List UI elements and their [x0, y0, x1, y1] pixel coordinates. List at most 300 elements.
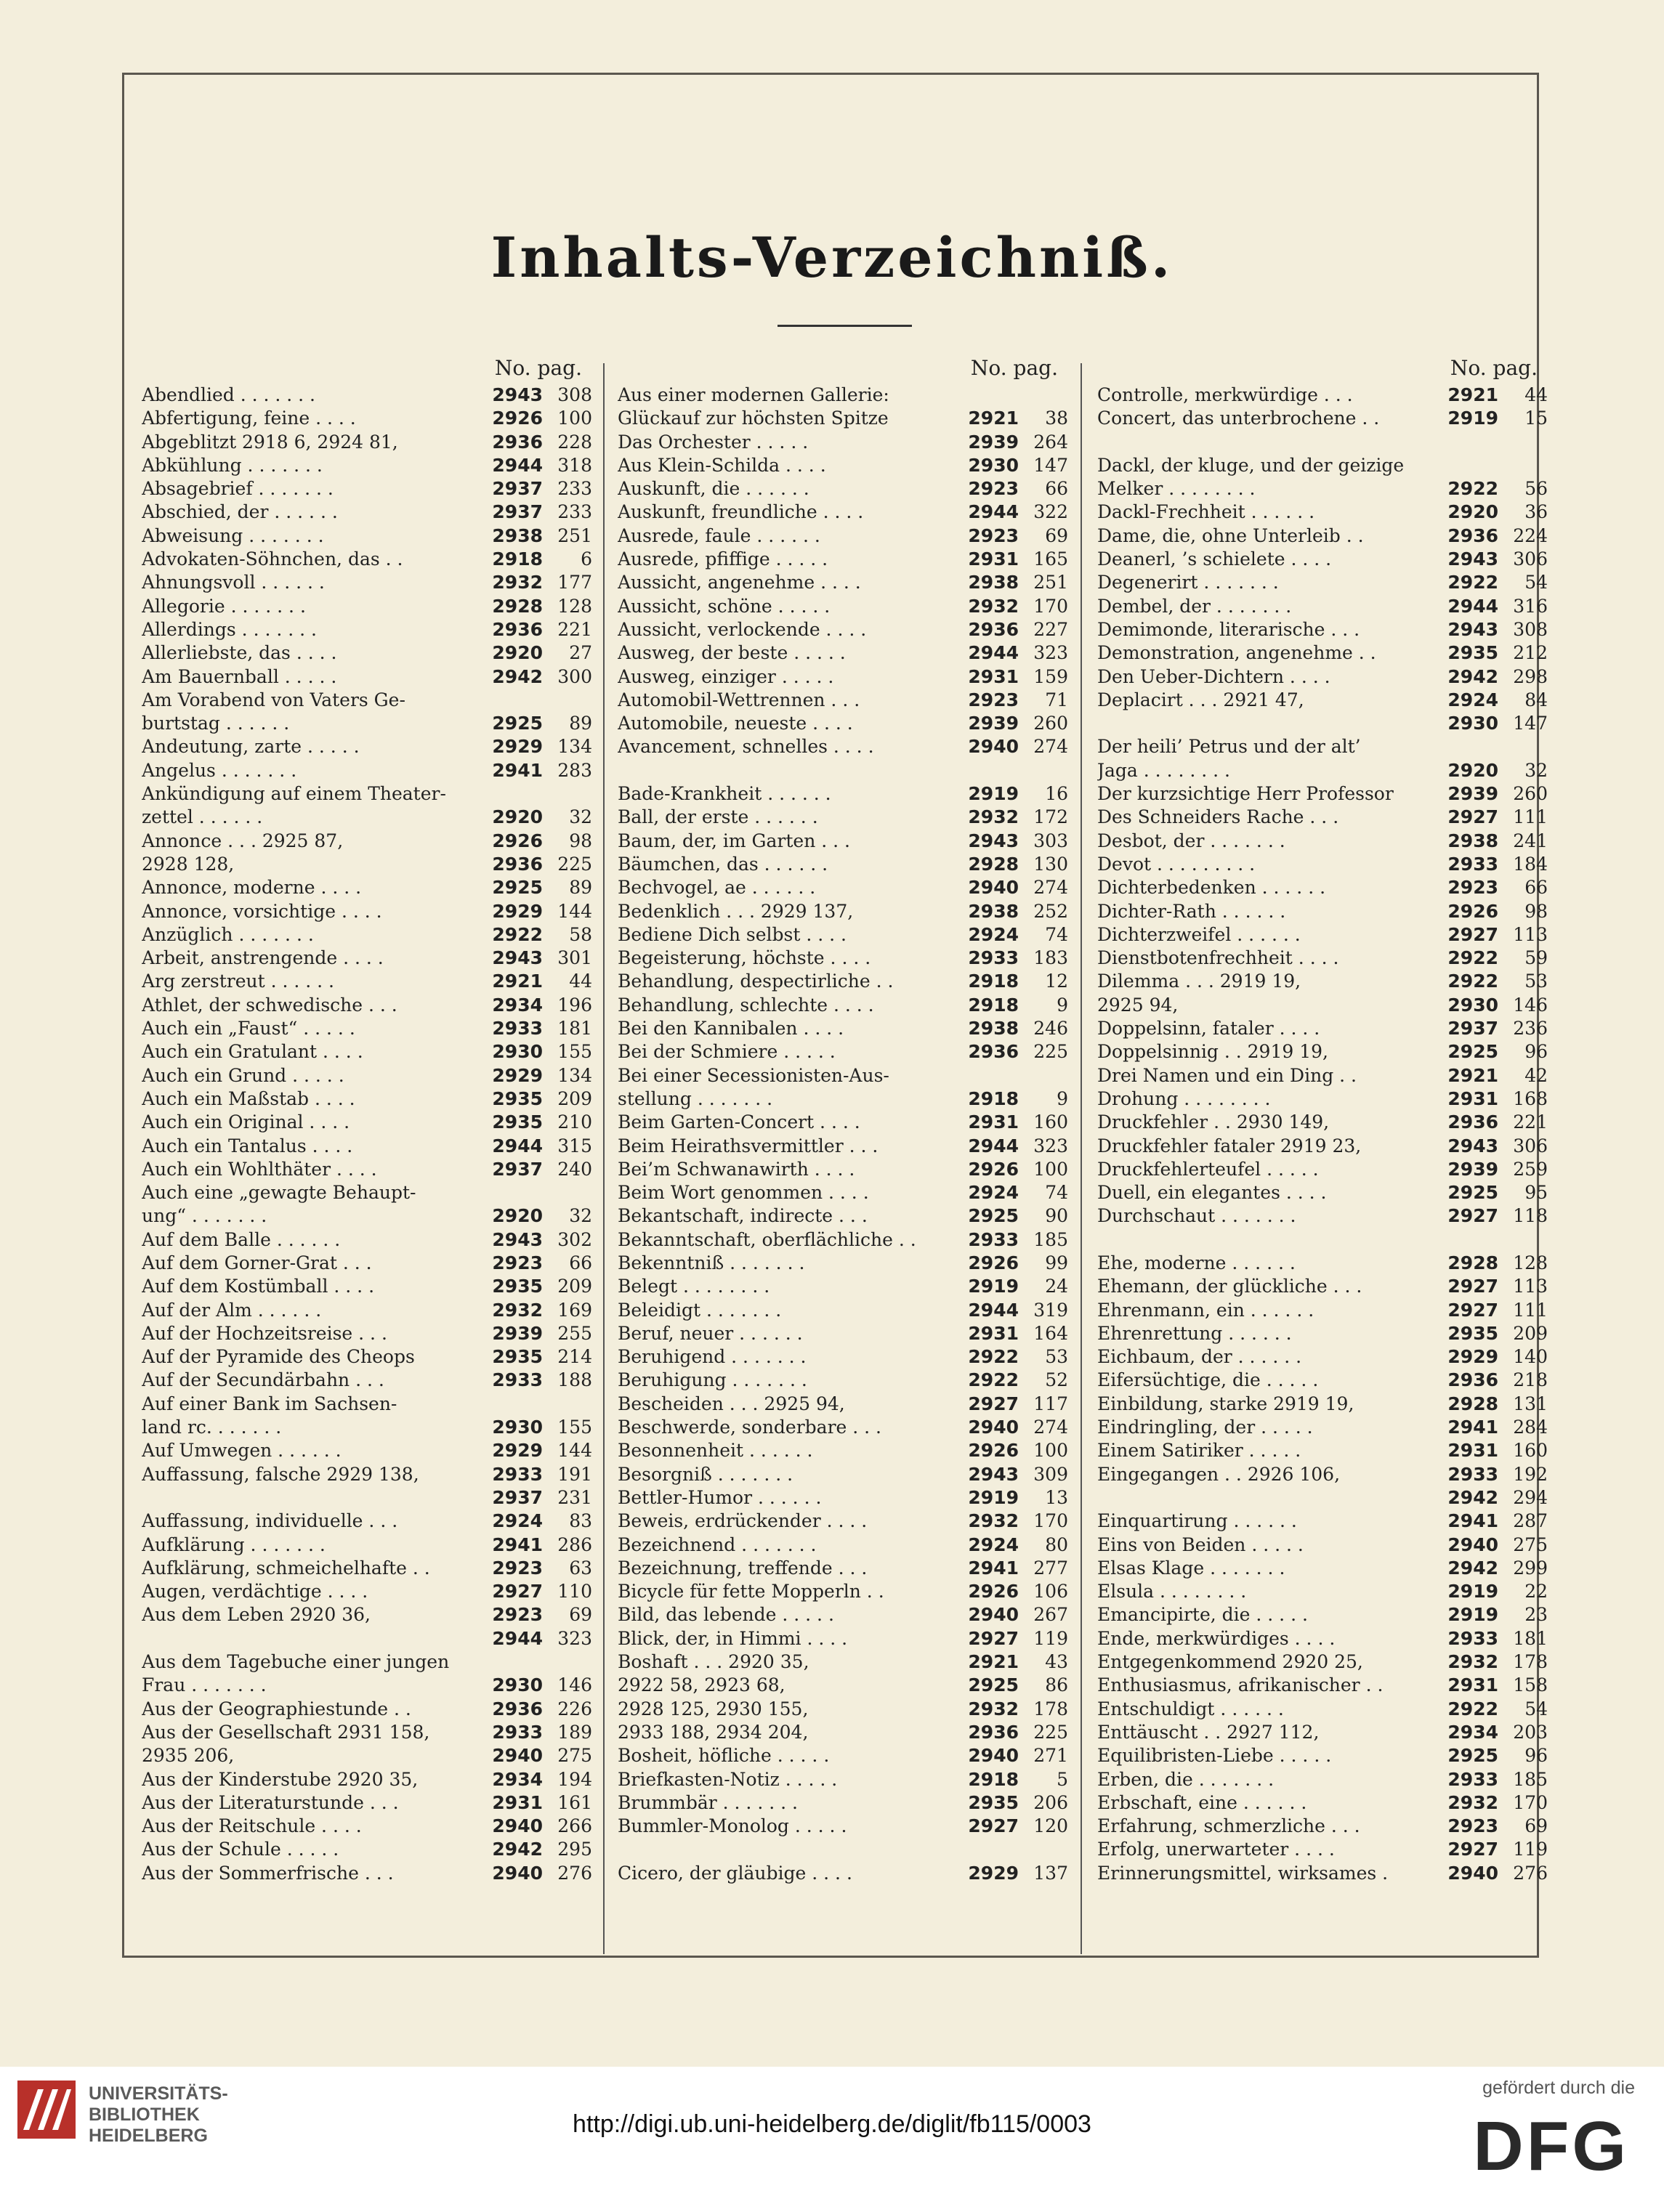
issue-number: 2928: [1447, 1393, 1498, 1414]
page-number: 224: [1513, 524, 1548, 546]
page-number: 74: [1045, 923, 1068, 945]
page-number: 66: [569, 1252, 592, 1273]
entry-title: ung“ . . . . . . .: [142, 1205, 267, 1227]
index-entry: [1097, 1064, 1548, 1087]
issue-number: 2936: [1447, 1369, 1498, 1391]
page-number: 178: [1033, 1698, 1068, 1719]
index-entry: [1097, 1510, 1548, 1533]
entry-title: Behandlung, despectirliche . .: [618, 971, 894, 992]
entry-title: Devot . . . . . . . . .: [1097, 853, 1256, 875]
page-number: 169: [557, 1299, 592, 1321]
issue-number: 2923: [492, 1557, 543, 1579]
index-entry: [142, 782, 592, 806]
index-entry: [1097, 1838, 1548, 1861]
index-entry: [142, 1181, 592, 1204]
index-entry: [618, 1650, 1068, 1674]
issue-number: 2918: [968, 994, 1019, 1016]
index-entry: [1097, 1369, 1548, 1392]
entry-title: Glückauf zur höchsten Spitze: [618, 408, 889, 429]
entry-title: Bescheiden . . . 2925 94,: [618, 1393, 845, 1414]
index-entry: [1097, 548, 1548, 571]
issue-number: 2935: [492, 1276, 543, 1297]
issue-number: 2942: [1447, 1486, 1498, 1508]
issue-number: 2936: [492, 431, 543, 453]
index-entry: [1097, 1744, 1548, 1767]
entry-title: Duell, ein elegantes . . . .: [1097, 1182, 1327, 1204]
issue-number: 2935: [1447, 642, 1498, 664]
issue-number: 2942: [492, 665, 543, 687]
entry-title: Der kurzsichtige Herr Professor: [1097, 783, 1394, 805]
entry-title: Ausweg, der beste . . . . .: [618, 642, 846, 664]
page-number: 130: [1033, 853, 1068, 875]
entry-title: Desbot, der . . . . . . .: [1097, 830, 1285, 851]
page-number: 221: [557, 618, 592, 640]
page-number: 96: [1524, 1745, 1548, 1767]
index-entry: [618, 806, 1068, 829]
index-entry: [142, 1416, 592, 1439]
entry-title: Erbschaft, eine . . . . . .: [1097, 1791, 1307, 1813]
issue-number: 2919: [1447, 1581, 1498, 1603]
issue-number: 2942: [1447, 1557, 1498, 1579]
index-entry: [1097, 853, 1548, 876]
index-entry: [1097, 384, 1548, 407]
page-number: 241: [1513, 830, 1548, 851]
viewer-footer: [0, 2067, 1664, 2212]
entry-title: Andeutung, zarte . . . . .: [142, 736, 360, 758]
index-entry: [618, 665, 1068, 689]
entry-title: Der heili’ Petrus und der alt’: [1097, 736, 1361, 758]
entry-title: Dichter-Rath . . . . . .: [1097, 900, 1286, 922]
index-entry: [142, 665, 592, 689]
index-entry: [618, 994, 1068, 1017]
entry-title: Allegorie . . . . . . .: [142, 595, 306, 617]
entry-title: Ehrenmann, ein . . . . . .: [1097, 1299, 1314, 1321]
page-number: 83: [569, 1510, 592, 1532]
issue-number: 2922: [1447, 971, 1498, 992]
index-entry: [618, 524, 1068, 548]
entry-title: Bedenklich . . . 2929 137,: [618, 900, 854, 922]
entry-title: Dienstbotenfrechheit . . . .: [1097, 947, 1339, 969]
entry-title: Aus Klein-Schilda . . . .: [618, 454, 826, 476]
entry-title: Beruhigung . . . . . . .: [618, 1369, 807, 1391]
issue-number: 2935: [1447, 1322, 1498, 1344]
entry-title: Jaga . . . . . . . .: [1097, 759, 1230, 781]
index-entry: [142, 1158, 592, 1181]
entry-title: Auf einer Bank im Sachsen-: [142, 1393, 397, 1414]
issue-number: 2924: [492, 1510, 543, 1532]
page-number: 323: [1033, 1135, 1068, 1156]
issue-number: 2920: [492, 642, 543, 664]
index-entry: [618, 1721, 1068, 1744]
index-entry: [618, 431, 1068, 454]
issue-number: 2934: [492, 994, 543, 1016]
index-entry: [1097, 1017, 1548, 1040]
page-number: 298: [1513, 665, 1548, 687]
issue-number: 2918: [968, 1768, 1019, 1790]
entry-title: Ehe, moderne . . . . . .: [1097, 1252, 1296, 1273]
page-number: 54: [1524, 1698, 1548, 1719]
entry-title: Auch ein Original . . . .: [142, 1111, 350, 1133]
issue-number: 2925: [492, 877, 543, 899]
issue-number: 2925: [968, 1205, 1019, 1227]
issue-number: 2927: [968, 1393, 1019, 1414]
index-column-2: [618, 356, 1068, 1885]
index-entry: [618, 689, 1068, 712]
index-entry: [1097, 1345, 1548, 1369]
issue-number: 2937: [492, 1486, 543, 1508]
entry-title: Absagebrief . . . . . . .: [142, 478, 334, 500]
index-entry: [1097, 1299, 1548, 1322]
index-entry: [618, 830, 1068, 853]
page-number: 284: [1513, 1417, 1548, 1438]
page-number: 158: [1513, 1674, 1548, 1696]
index-entry: [142, 1463, 592, 1486]
index-entry: [1097, 1416, 1548, 1439]
page-number: 69: [569, 1604, 592, 1626]
entry-title: Bezeichnung, treffende . . .: [618, 1557, 868, 1579]
page-number: 189: [557, 1721, 592, 1743]
entry-title: Ausrede, faule . . . . . .: [618, 524, 820, 546]
issue-number: 2930: [1447, 994, 1498, 1016]
index-entry: [1097, 1204, 1548, 1228]
index-entry: [618, 454, 1068, 477]
page-number: 164: [1033, 1322, 1068, 1344]
issue-number: 2928: [968, 853, 1019, 875]
index-entry: [618, 1135, 1068, 1158]
index-entry: [1097, 431, 1548, 454]
index-entry: [142, 1674, 592, 1697]
entry-title: Einquartirung . . . . . .: [1097, 1510, 1297, 1532]
entry-title: Demimonde, literarische . . .: [1097, 618, 1360, 640]
page-number: 252: [1033, 900, 1068, 922]
index-entry: [618, 1040, 1068, 1064]
issue-number: 2926: [1447, 900, 1498, 922]
issue-number: 2931: [968, 548, 1019, 570]
page-number: 274: [1033, 1417, 1068, 1438]
page-number: 178: [1513, 1651, 1548, 1673]
page-number: 106: [1033, 1581, 1068, 1603]
index-entry: [618, 1744, 1068, 1767]
index-entry: [1097, 830, 1548, 853]
index-entry: [618, 1299, 1068, 1322]
page-number: 95: [1524, 1182, 1548, 1204]
issue-number: 2929: [492, 736, 543, 758]
issue-number: 2924: [968, 1182, 1019, 1204]
entry-title: Bei der Schmiere . . . . .: [618, 1041, 836, 1063]
index-entry: [618, 1322, 1068, 1345]
page-number: 306: [1513, 1135, 1548, 1156]
issue-number: 2940: [1447, 1862, 1498, 1884]
index-entry: [1097, 641, 1548, 665]
index-entry: [142, 1815, 592, 1838]
issue-number: 2944: [492, 1135, 543, 1156]
index-entry: [618, 735, 1068, 758]
entry-title: Bäumchen, das . . . . . .: [618, 853, 828, 875]
entry-title: Briefkasten-Notiz . . . . .: [618, 1768, 838, 1790]
entry-title: Bei einer Secessionisten-Aus-: [618, 1064, 889, 1086]
entry-title: Dichterzweifel . . . . . .: [1097, 923, 1301, 945]
page-number: 294: [1513, 1486, 1548, 1508]
index-entry: [618, 1111, 1068, 1134]
issue-number: 2941: [492, 759, 543, 781]
issue-number: 2930: [492, 1041, 543, 1063]
issue-number: 2931: [968, 665, 1019, 687]
issue-number: 2927: [1447, 806, 1498, 828]
entry-title: Advokaten-Söhnchen, das . .: [142, 548, 403, 570]
index-entry: [142, 1017, 592, 1040]
issue-number: 2926: [968, 1581, 1019, 1603]
page-number: 170: [1513, 1791, 1548, 1813]
page-number: 16: [1045, 783, 1068, 805]
issue-number: 2938: [1447, 830, 1498, 851]
entry-title: Emancipirte, die . . . . .: [1097, 1604, 1308, 1626]
entry-title: Erfolg, unerwarteter . . . .: [1097, 1839, 1335, 1860]
page-number: 210: [557, 1111, 592, 1133]
issue-number: 2929: [1447, 1346, 1498, 1368]
index-entry: [1097, 1087, 1548, 1111]
entry-title: Bettler-Humor . . . . . .: [618, 1486, 822, 1508]
entry-title: Erinnerungsmittel, wirksames .: [1097, 1862, 1389, 1884]
index-entry: [1097, 1181, 1548, 1204]
issue-number: 2939: [968, 431, 1019, 453]
index-entry: [618, 1463, 1068, 1486]
issue-number: 2933: [968, 947, 1019, 969]
page-number: 89: [569, 877, 592, 899]
issue-number: 2921: [1447, 1064, 1498, 1086]
column-header: No. pag.: [494, 356, 582, 380]
page-number: 226: [557, 1698, 592, 1719]
issue-number: 2941: [492, 1534, 543, 1555]
entry-title: Bade-Krankheit . . . . . .: [618, 783, 831, 805]
issue-number: 2920: [1447, 501, 1498, 523]
permalink-url[interactable]: http://digi.ub.uni-heidelberg.de/diglit/fb115/0003: [573, 2110, 1091, 2138]
index-entry: [1097, 735, 1548, 758]
issue-number: 2938: [968, 572, 1019, 593]
page-number: 295: [557, 1839, 592, 1860]
page-number: 302: [557, 1228, 592, 1250]
entry-title: Automobile, neueste . . . .: [618, 713, 853, 734]
entry-title: Bild, das lebende . . . . .: [618, 1604, 834, 1626]
index-entry: [1097, 1534, 1548, 1557]
index-entry: [142, 1322, 592, 1345]
page-number: 71: [1045, 689, 1068, 710]
index-entry: [1097, 689, 1548, 712]
index-entry: [618, 477, 1068, 501]
page-number: 69: [1045, 524, 1068, 546]
page-number: 137: [1033, 1862, 1068, 1884]
page-number: 221: [1513, 1111, 1548, 1133]
page-number: 32: [569, 1205, 592, 1227]
index-entry: [142, 947, 592, 970]
index-entry: [142, 641, 592, 665]
index-entry: [142, 1580, 592, 1603]
issue-number: 2930: [1447, 713, 1498, 734]
page-number: 323: [1033, 642, 1068, 664]
page-number: 90: [1045, 1205, 1068, 1227]
entry-title: Auskunft, freundliche . . . .: [618, 501, 864, 523]
entry-title: Bei den Kannibalen . . . .: [618, 1018, 844, 1040]
issue-number: 2941: [1447, 1510, 1498, 1532]
page-number: 319: [1033, 1299, 1068, 1321]
issue-number: 2920: [492, 806, 543, 828]
entry-title: Equilibristen-Liebe . . . . .: [1097, 1745, 1332, 1767]
entry-title: Auch ein Gratulant . . . .: [142, 1041, 363, 1063]
page-number: 110: [557, 1581, 592, 1603]
entry-title: Eingegangen . . 2926 106,: [1097, 1463, 1341, 1485]
page-number: 74: [1045, 1182, 1068, 1204]
page-number: 299: [1513, 1557, 1548, 1579]
entry-title: Auf der Pyramide des Cheops: [142, 1346, 415, 1368]
issue-number: 2927: [1447, 1839, 1498, 1860]
index-entry: [142, 1721, 592, 1744]
entry-title: Demonstration, angenehme . .: [1097, 642, 1376, 664]
issue-number: 2923: [968, 689, 1019, 710]
entry-title: Automobil-Wettrennen . . .: [618, 689, 860, 710]
page-number: 260: [1513, 783, 1548, 805]
page-number: 303: [1033, 830, 1068, 851]
page-number: 209: [1513, 1322, 1548, 1344]
index-entry: [1097, 1862, 1548, 1885]
issue-number: 2943: [1447, 618, 1498, 640]
entry-title: Melker . . . . . . . .: [1097, 478, 1256, 500]
index-entry: [618, 853, 1068, 876]
page-number: 15: [1524, 408, 1548, 429]
index-entry: [618, 1698, 1068, 1721]
page-number: 259: [1513, 1158, 1548, 1180]
page-number: 287: [1513, 1510, 1548, 1532]
page-number: 266: [557, 1815, 592, 1837]
issue-number: 2929: [492, 1440, 543, 1462]
issue-number: 2924: [968, 923, 1019, 945]
page-number: 203: [1513, 1721, 1548, 1743]
issue-number: 2936: [968, 1721, 1019, 1743]
index-entry: [142, 595, 592, 618]
issue-number: 2937: [492, 501, 543, 523]
page-number: 185: [1513, 1768, 1548, 1790]
index-entry: [618, 1416, 1068, 1439]
issue-number: 2927: [1447, 1276, 1498, 1297]
index-entry: [142, 900, 592, 923]
page-number: 96: [1524, 1041, 1548, 1063]
page-number: 194: [557, 1768, 592, 1790]
entry-title: Ankündigung auf einem Theater-: [142, 783, 446, 805]
entry-title: Den Ueber-Dichtern . . . .: [1097, 665, 1330, 687]
entry-title: Frau . . . . . . .: [142, 1674, 267, 1696]
issue-number: 2933: [1447, 1627, 1498, 1649]
page-number: 56: [1524, 478, 1548, 500]
issue-number: 2926: [492, 830, 543, 851]
index-entry: [618, 1275, 1068, 1298]
index-entry: [618, 1603, 1068, 1626]
index-entry: [618, 1627, 1068, 1650]
issue-number: 2925: [1447, 1745, 1498, 1767]
index-entry: [142, 407, 592, 430]
index-entry: [1097, 595, 1548, 618]
entry-title: Boshaft . . . 2920 35,: [618, 1651, 809, 1673]
issue-number: 2922: [1447, 478, 1498, 500]
issue-number: 2923: [968, 524, 1019, 546]
entry-title: Entgegenkommend 2920 25,: [1097, 1651, 1363, 1673]
page-number: 63: [569, 1557, 592, 1579]
index-entry: [142, 1650, 592, 1674]
page-number: 146: [557, 1674, 592, 1696]
index-entry: [618, 1674, 1068, 1697]
issue-number: 2937: [1447, 1018, 1498, 1040]
index-entry: [618, 1393, 1068, 1416]
issue-number: 2938: [968, 900, 1019, 922]
page-number: 275: [1513, 1534, 1548, 1555]
page-number: 134: [557, 1064, 592, 1086]
entry-title: Eins von Beiden . . . . .: [1097, 1534, 1304, 1555]
issue-number: 2943: [492, 1228, 543, 1250]
page-number: 134: [557, 736, 592, 758]
issue-number: 2930: [968, 454, 1019, 476]
entry-title: Elsas Klage . . . . . . .: [1097, 1557, 1285, 1579]
index-entry: [142, 1369, 592, 1392]
index-entry: [1097, 876, 1548, 899]
index-entry: [142, 548, 592, 571]
issue-number: 2923: [968, 478, 1019, 500]
column-header: No. pag.: [970, 356, 1058, 380]
issue-number: 2943: [492, 947, 543, 969]
issue-number: 2934: [492, 1768, 543, 1790]
entry-title: Abgeblitzt 2918 6, 2924 81,: [142, 431, 398, 453]
entry-title: Ende, merkwürdiges . . . .: [1097, 1627, 1336, 1649]
issue-number: 2922: [968, 1369, 1019, 1391]
page-number: 23: [1524, 1604, 1548, 1626]
entry-title: Blick, der, in Himmi . . . .: [618, 1627, 848, 1649]
issue-number: 2918: [492, 548, 543, 570]
entry-title: Auffassung, individuelle . . .: [142, 1510, 398, 1532]
index-entry: [618, 1087, 1068, 1111]
issue-number: 2923: [492, 1604, 543, 1626]
issue-number: 2922: [1447, 572, 1498, 593]
issue-number: 2938: [492, 524, 543, 546]
page-number: 308: [1513, 618, 1548, 640]
index-entry: [618, 384, 1068, 407]
entry-title: Auf dem Kostümball . . . .: [142, 1276, 375, 1297]
entry-title: Ahnungsvoll . . . . . .: [142, 572, 325, 593]
index-entry: [1097, 994, 1548, 1017]
index-entry: [1097, 759, 1548, 782]
index-entry: [618, 1345, 1068, 1369]
entry-title: Abfertigung, feine . . . .: [142, 408, 356, 429]
issue-number: 2922: [968, 1346, 1019, 1368]
issue-number: 2940: [492, 1815, 543, 1837]
page-number: 246: [1033, 1018, 1068, 1040]
index-entry: [1097, 900, 1548, 923]
entry-title: Druckfehlerteufel . . . . .: [1097, 1158, 1319, 1180]
page-number: 276: [557, 1862, 592, 1884]
index-entry: [142, 571, 592, 594]
index-entry: [618, 1252, 1068, 1275]
index-entry: [142, 477, 592, 501]
index-entry: [142, 1393, 592, 1416]
issue-number: 2942: [1447, 665, 1498, 687]
issue-number: 2940: [492, 1862, 543, 1884]
page-number: 318: [557, 454, 592, 476]
entry-title: Controlle, merkwürdige . . .: [1097, 384, 1353, 405]
page-number: 316: [1513, 595, 1548, 617]
issue-number: 2925: [1447, 1182, 1498, 1204]
issue-number: 2919: [1447, 1604, 1498, 1626]
index-entry: [1097, 1603, 1548, 1626]
index-entry: [142, 384, 592, 407]
page-number: 111: [1513, 1299, 1548, 1321]
entry-title: Ausrede, pfiffige . . . . .: [618, 548, 828, 570]
issue-number: 2924: [1447, 689, 1498, 710]
entry-title: Ball, der erste . . . . . .: [618, 806, 818, 828]
